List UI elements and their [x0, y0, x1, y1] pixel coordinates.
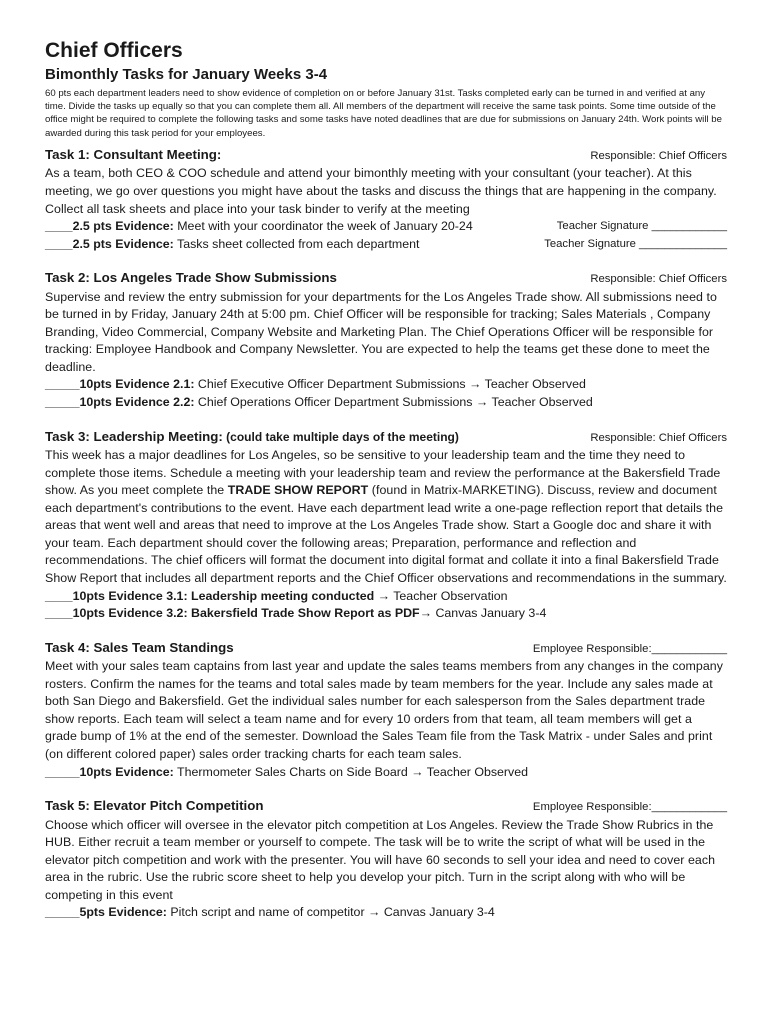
evidence-line	[45, 394, 727, 412]
page-subtitle: Bimonthly Tasks for January Weeks 3-4	[45, 66, 328, 83]
evidence-label: _____10pts Evidence 2.1:	[45, 377, 195, 392]
evidence-line	[45, 218, 727, 236]
evidence-label: ____10pts Evidence 3.2: Bakersfield Trade Show Report as PDF	[45, 606, 420, 621]
task-description	[45, 447, 727, 587]
document-page	[45, 38, 727, 938]
task-title-text: Task 3: Leadership Meeting:	[45, 428, 223, 444]
evidence-label: ____2.5 pts Evidence:	[45, 219, 174, 234]
evidence-line	[45, 588, 727, 606]
evidence-line	[45, 605, 727, 623]
evidence-label: ____10pts Evidence 3.1: Leadership meeting conducted	[45, 588, 375, 603]
task-description-part: (found in Matrix-MARKETING). Discuss, review and document each department's contributions to the event. Have each department lead write a one-page reflection report that details the areas that went well and areas that need to improve at the Los Angeles Trade show. Start a Google doc and share it with your team. Each department should cover the following areas; Preparation, performance and reflection and recommendations. The chief officers will format the document into digital format and collate it into a final Bakersfield Trade Show Report that includes all department reports and the Chief Officer observations and recommendations in the summary.	[45, 483, 727, 585]
task-description: Meet with your sales team captains from last year and update the sales teams members from any changes in the company rosters. Confirm the names for the teams and total sales made by team members for the year. Include any sales made at both San Diego and Bakersfield. Get the individual sales number for each salesperson from the Sales department trade show reports. Each team will select a team name and for every 10 orders from that team, all team members will get a grade bump of 1% at the end of the semester. Download the Sales Team file from the Task Matrix - under Sales and print (on different colored paper) sales order tracking charts for each team sales.	[45, 659, 723, 761]
task-title	[45, 428, 459, 447]
evidence-label: _____10pts Evidence 2.2:	[45, 395, 195, 410]
task-title: Task 4: Sales Team Standings	[45, 639, 234, 655]
task-title-note: (could take multiple days of the meeting)	[222, 429, 459, 444]
page-title: Chief Officers	[45, 39, 183, 62]
evidence-text: Chief Executive Officer Department Submissions → Teacher Observed	[194, 377, 586, 392]
task-header	[45, 269, 727, 289]
task-2	[45, 269, 727, 411]
task-description: Choose which officer will oversee in the elevator pitch competition at Los Angeles. Review the Trade Show Rubrics in the HUB. Either recruit a team member or yourself to compete. The task will be to write the script of what will be used in the elevator pitch competition and work with the presenter. You will have 60 seconds to sell your idea and need to cover each area in the rubric. Use the rubric score sheet to help you develop your pitch. Turn in the script along with who will be competing in this event	[45, 817, 716, 902]
task-header	[45, 428, 727, 448]
responsible-label: Responsible: Chief Officers	[590, 431, 727, 444]
evidence-label: ____2.5 pts Evidence:	[45, 236, 174, 251]
responsible-label: Responsible: Chief Officers	[590, 149, 727, 162]
evidence-text: → Teacher Observation	[374, 588, 508, 603]
evidence-text: Tasks sheet collected from each department	[173, 236, 420, 251]
task-header	[45, 639, 727, 659]
teacher-signature: Teacher Signature ______________	[544, 237, 727, 250]
evidence-text: Meet with your coordinator the week of January 20-24	[173, 219, 473, 234]
task-description: As a team, both CEO & COO schedule and attend your bimonthly meeting with your consultant (your teacher). At this meeting, we go over questions you might have about the tasks and discuss the things that are happening in the company. Collect all task sheets and place into your task binder to verify at the meeting	[45, 166, 717, 216]
evidence-text: Pitch script and name of competitor → Canvas January 3-4	[166, 905, 495, 920]
task-title: Task 2: Los Angeles Trade Show Submissions	[45, 270, 337, 286]
responsible-label: Responsible: Chief Officers	[590, 273, 727, 286]
evidence-line	[45, 904, 727, 922]
evidence-label: _____10pts Evidence:	[45, 764, 174, 779]
employee-responsible-label: Employee Responsible:____________	[532, 801, 727, 814]
evidence-line	[45, 764, 727, 782]
evidence-text: → Canvas January 3-4	[419, 606, 547, 621]
trade-show-report-label: TRADE SHOW REPORT	[227, 483, 369, 498]
task-title: Task 5: Elevator Pitch Competition	[45, 798, 264, 814]
evidence-line	[45, 236, 727, 254]
task-3	[45, 428, 727, 623]
evidence-line	[45, 376, 727, 394]
task-header	[45, 797, 727, 817]
evidence-label: _____5pts Evidence:	[45, 905, 167, 920]
evidence-text: Chief Operations Officer Department Submissions → Teacher Observed	[194, 395, 593, 410]
task-5	[45, 797, 727, 922]
teacher-signature: Teacher Signature ____________	[556, 220, 727, 233]
task-title: Task 1: Consultant Meeting:	[45, 146, 222, 162]
task-description: Supervise and review the entry submission for your departments for the Los Angeles Trade show. All submissions need to be turned in by Friday, January 24th at 5:00 pm. Chief Officer will be responsible for tracking; Sales Materials , Company Branding, Video Commercial, Company Website and Marketing Plan. The Chief Operations Officer will be responsible for tracking: Employee Handbook and Company Newsletter. You are expected to help the teams get these done to meet the deadline.	[45, 289, 717, 374]
task-1	[45, 146, 727, 253]
task-header	[45, 146, 727, 166]
employee-responsible-label: Employee Responsible:____________	[532, 642, 727, 655]
evidence-text: Thermometer Sales Charts on Side Board → Teacher Observed	[173, 764, 529, 779]
task-4	[45, 639, 727, 781]
intro-paragraph: 60 pts each department leaders need to show evidence of completion on or before January 31st. Tasks completed early can be turned in and verified at any time. Divide the tasks up equally so that you can complete them all. All members of the department will receive the same task points. Some time outside of the office might be required to complete the following tasks and some tasks have noted deadlines that are due for submissions on January 24th. Work points will be awarded during this task period for your employees.	[45, 88, 722, 139]
task-description-part: This week has a major deadlines for Los Angeles, so be sensitive to your leadership team and the time they need to complete those items. Schedule a meeting with your leadership team and review the performance at the Bakersfield Trade show. As you meet complete the	[45, 448, 721, 498]
